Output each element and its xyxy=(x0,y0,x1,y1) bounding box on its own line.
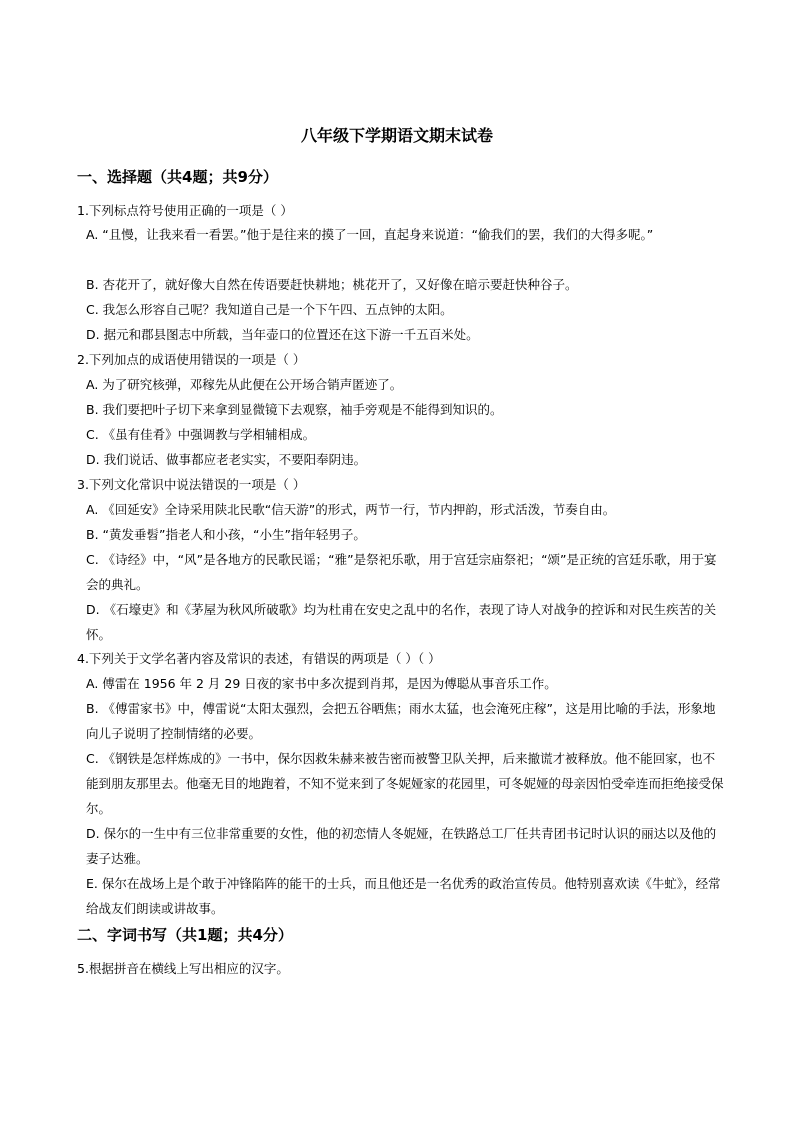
question-2-option-d: D. 我们说话、做事都应老老实实，不要阳奉阴违。 xyxy=(86,452,367,467)
page-title: 八年级下学期语文期末试卷 xyxy=(300,126,493,145)
question-3-stem: 3.下列文化常识中说法错误的一项是（ ） xyxy=(77,477,306,492)
section-heading-choice: 一、选择题（共4题；共9分） xyxy=(77,168,278,186)
question-3-option-a: A. 《回延安》全诗采用陕北民歌“信天游”的形式，两节一行，节内押韵，形式活泼，节奏自由。 xyxy=(86,502,616,517)
question-2-option-a: A. 为了研究核弹，邓稼先从此便在公开场合销声匿迹了。 xyxy=(86,377,403,392)
question-3-option-c: C. 《诗经》中，“风”是各地方的民歌民谣；“雅”是祭祀乐歌，用于宫廷宗庙祭祀；“颂”是正统的宫廷乐歌，用于宴会的典礼。 xyxy=(86,552,717,592)
question-1-option-d: D. 据元和郡县图志中所载，当年壶口的位置还在这下游一千五百米处。 xyxy=(86,327,479,342)
question-2-stem: 2.下列加点的成语使用错误的一项是（ ） xyxy=(77,352,306,367)
section-heading-writing: 二、字词书写（共1题；共4分） xyxy=(77,926,293,944)
question-1-option-c: C. 我怎么形容自己呢？我知道自己是一个下午四、五点钟的太阳。 xyxy=(86,302,453,317)
question-4-option-a: A. 傅雷在 1956 年 2 月 29 日夜的家书中多次提到肖邦，是因为傅聪从事音乐工作。 xyxy=(86,676,557,691)
question-4-option-c: C. 《钢铁是怎样炼成的》一书中，保尔因救朱赫来被告密而被警卫队关押，后来撤谎才被释放。他不能回家，也不能到朋友那里去。他毫无目的地跑着，不知不觉来到了冬妮娅家的花园里，可冬妮娅的母亲因怕受牵连而拒绝接受保尔。 xyxy=(86,751,724,816)
question-2-option-c: C. 《虽有佳肴》中强调教与学相辅相成。 xyxy=(86,427,316,442)
question-1-stem: 1.下列标点符号使用正确的一项是（ ） xyxy=(77,203,293,218)
question-3-option-d: D. 《石壕吏》和《茅屋为秋风所破歌》均为杜甫在安史之乱中的名作，表现了诗人对战争的控诉和对民生疾苦的关怀。 xyxy=(86,602,717,642)
question-1-option-b: B. 杏花开了，就好像大自然在传语要赶快耕地；桃花开了，又好像在暗示要赶快种谷子。 xyxy=(86,277,578,292)
question-4-stem: 4.下列关于文学名著内容及常识的表述，有错误的两项是（ ）（ ） xyxy=(77,651,441,666)
question-2-option-b: B. 我们要把叶子切下来拿到显微镜下去观察，袖手旁观是不能得到知识的。 xyxy=(86,402,503,417)
question-1-option-a: A. “且慢，让我来看一看罢。”他于是往来的摸了一回，直起身来说道：“偷我们的罢，我们的大得多呢。” xyxy=(86,227,654,242)
question-4-option-b: B. 《傅雷家书》中，傅雷说“太阳太强烈，会把五谷晒焦；雨水太猛，也会淹死庄稼”，这是用比喻的手法，形象地向儿子说明了控制情绪的必要。 xyxy=(86,701,716,741)
question-4-option-d: D. 保尔的一生中有三位非常重要的女性，他的初恋情人冬妮娅，在铁路总工厂任共青团书记时认识的丽达以及他的妻子达雅。 xyxy=(86,826,717,866)
question-5-stem: 5.根据拼音在横线上写出相应的汉字。 xyxy=(77,961,289,976)
question-3-option-b: B. “黄发垂髫”指老人和小孩，“小生”指年轻男子。 xyxy=(86,527,366,542)
question-4-option-e: E. 保尔在战场上是个敢于冲锋陷阵的能干的士兵，而且他还是一名优秀的政治宣传员。他特别喜欢读《牛虻》，经常给战友们朗读或讲故事。 xyxy=(86,876,721,916)
